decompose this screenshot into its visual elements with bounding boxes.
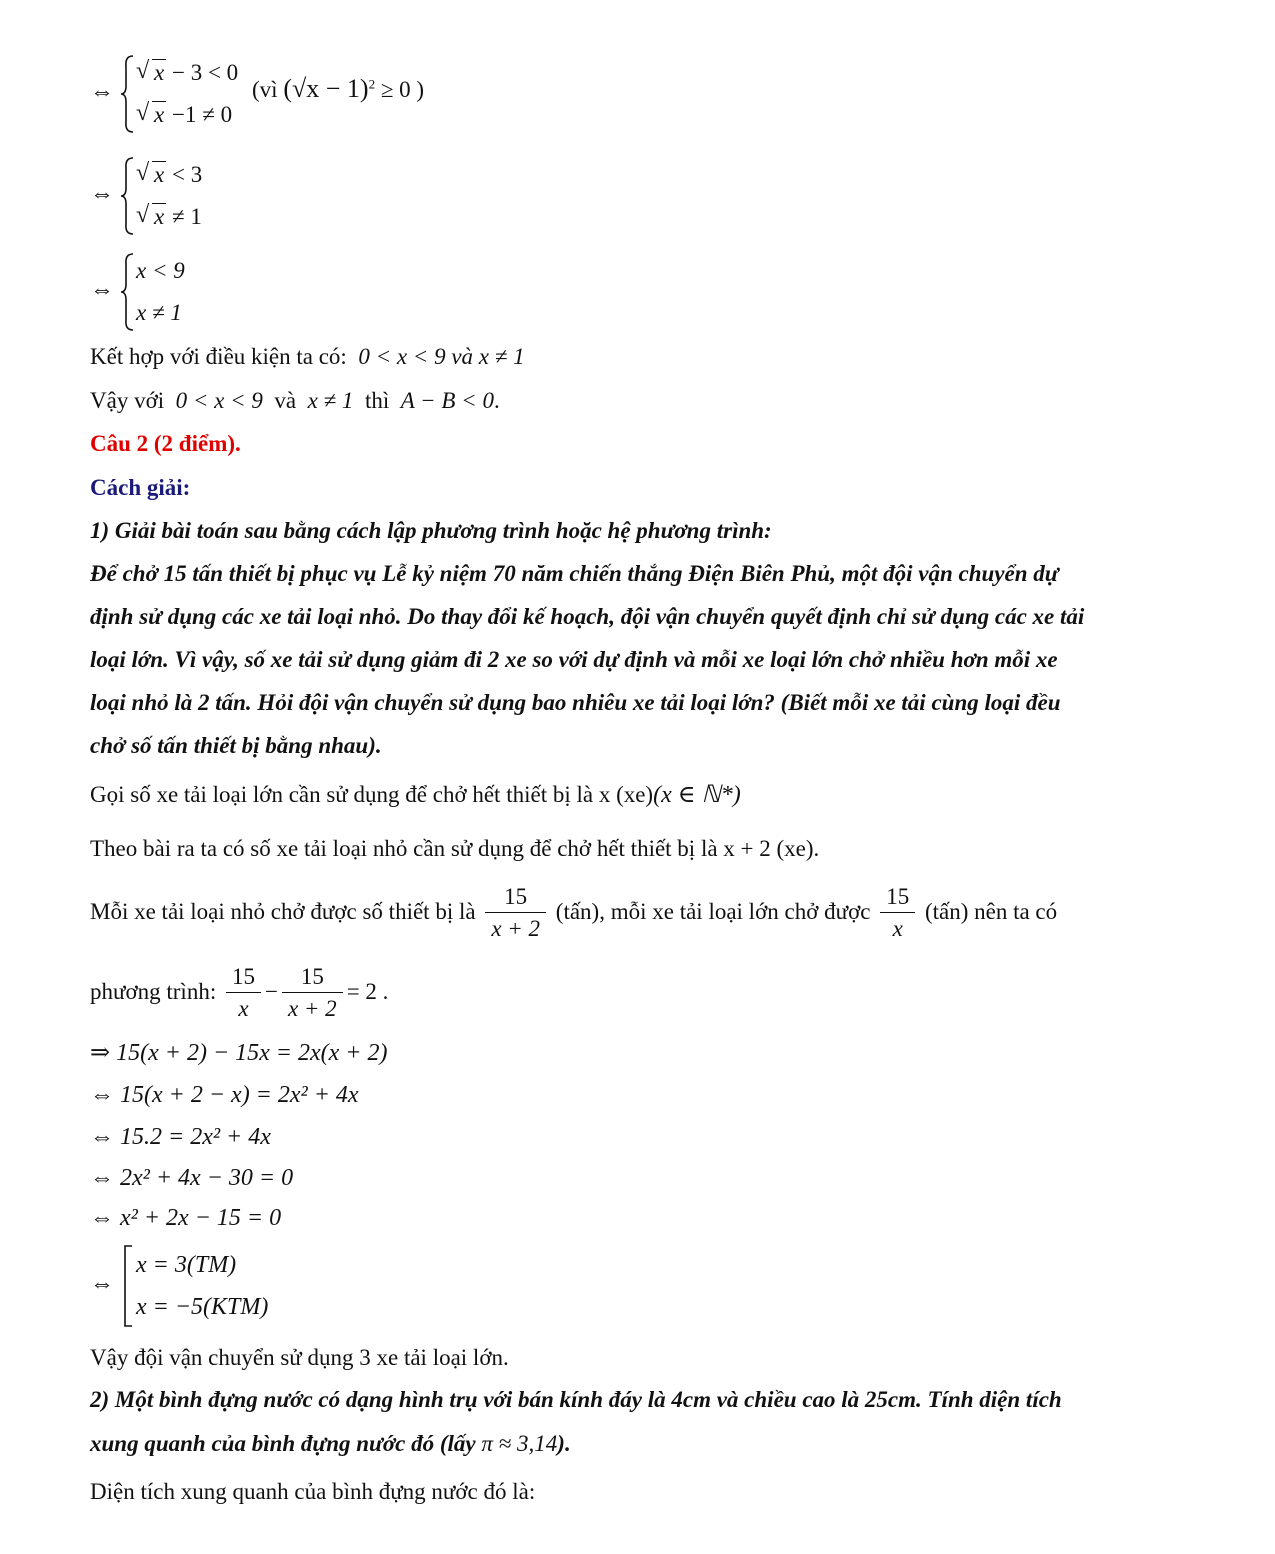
- equivalence-arrow: ⇔: [90, 79, 114, 106]
- equivalence-arrow: ⇔: [90, 181, 114, 208]
- problem-line: chở số tấn thiết bị bằng nhau).: [90, 733, 382, 758]
- part-2-line: xung quanh của bình đựng nước đó (lấy π ≈ 3,14).: [90, 1431, 571, 1456]
- problem-line: Để chở 15 tấn thiết bị phục vụ Lễ kỷ niệm 70 năm chiến thắng Điện Biên Phủ, một đội vận chuyển dự: [90, 561, 1059, 586]
- left-brace: [120, 250, 136, 334]
- problem-line: loại lớn. Vì vậy, số xe tải sử dụng giảm đi 2 xe so với dự định và mỗi xe loại lớn chở nhiều hơn mỗi xe: [90, 647, 1058, 672]
- let-line: Gọi số xe tải loại lớn cần sử dụng để chở hết thiết bị là x (xe)(x ∈ ℕ*): [90, 782, 741, 808]
- left-bracket: [120, 1244, 136, 1328]
- solution-row: x = 3(TM): [136, 1252, 237, 1278]
- part-2-line: 2) Một bình đựng nước có dạng hình trụ với bán kính đáy là 4cm và chiều cao là 25cm. Tính diện tích: [90, 1387, 1062, 1412]
- system-note: (vì $(√x - 1)^2 \ge 0$ ): [252, 74, 425, 103]
- method-heading: Cách giải:: [90, 475, 191, 500]
- system-row: √ x −1 ≠ 0: [136, 94, 238, 136]
- fraction: $\frac{15}{x + 2}$: [282, 962, 343, 1025]
- system-rows: [136, 250, 185, 334]
- problem-line: định sử dụng các xe tải loại nhỏ. Do thay đổi kế hoạch, đội vận chuyển quyết định chỉ sử dụng các xe tải: [90, 604, 1085, 629]
- system-rows: [136, 52, 238, 136]
- combine-line: Kết hợp với điều kiện ta có: 0 < x < 9 và x ≠ 1: [90, 344, 525, 369]
- step-line: ⇔ 2x² + 4x − 30 = 0: [90, 1165, 294, 1191]
- answer-1: Vậy đội vận chuyển sử dụng 3 xe tải loại lớn.: [90, 1345, 509, 1370]
- fraction: $\frac{15}{x}$: [880, 882, 915, 945]
- left-brace: [120, 154, 136, 238]
- each-truck-line: Mỗi xe tải loại nhỏ chở được số thiết bị là $\frac{15}{x + 2}$ (tấn), mỗi xe tải loại lớn chở được $\frac{15}{x}$ (tấn) nên ta có: [90, 876, 1057, 948]
- area-line: Diện tích xung quanh của bình đựng nước đó là:: [90, 1479, 536, 1504]
- system-1: [90, 52, 510, 136]
- left-brace: [120, 52, 136, 136]
- system-row: √ x − 3 < 0: [136, 52, 238, 94]
- step-line: ⇔ 15.2 = 2x² + 4x: [90, 1124, 271, 1150]
- question-2-title: Câu 2 (2 điểm).: [90, 431, 241, 456]
- conclusion-line-1: Vậy với 0 < x < 9 và x ≠ 1 thì A − B < 0.: [90, 388, 500, 413]
- equation-line: phương trình: $\frac{15}{x}$ − $\frac{15}{x + 2}$ = 2 .: [90, 956, 388, 1028]
- step-line: ⇔ 15(x + 2 − x) = 2x² + 4x: [90, 1082, 359, 1108]
- solution-rows: [136, 1244, 268, 1328]
- step-line: ⇒ 15(x + 2) − 15x = 2x(x + 2): [90, 1040, 388, 1066]
- solution-row: x = −5(KTM): [136, 1294, 269, 1320]
- system-rows: [136, 154, 202, 238]
- part-1-heading: 1) Giải bài toán sau bằng cách lập phương trình hoặc hệ phương trình:: [90, 518, 772, 543]
- system-row: x < 9: [136, 258, 185, 283]
- small-trucks-line: Theo bài ra ta có số xe tải loại nhỏ cần sử dụng để chở hết thiết bị là x + 2 (xe).: [90, 836, 820, 861]
- problem-line: loại nhỏ là 2 tấn. Hỏi đội vận chuyển sử dụng bao nhiêu xe tải loại lớn? (Biết mỗi xe tải cùng loại đều: [90, 690, 1061, 715]
- fraction: $\frac{15}{x + 2}$: [485, 882, 546, 945]
- system-row: √ x ≠ 1: [136, 196, 202, 238]
- system-3: [90, 250, 290, 334]
- system-2: [90, 154, 290, 238]
- system-row: √ x < 3: [136, 154, 202, 196]
- step-line: ⇔ x² + 2x − 15 = 0: [90, 1205, 282, 1231]
- equivalence-arrow: ⇔: [90, 277, 114, 304]
- solution-set: [90, 1244, 350, 1328]
- equivalence-arrow: ⇔: [90, 1271, 114, 1298]
- fraction: $\frac{15}{x}$: [226, 962, 261, 1025]
- system-row: x ≠ 1: [136, 300, 182, 325]
